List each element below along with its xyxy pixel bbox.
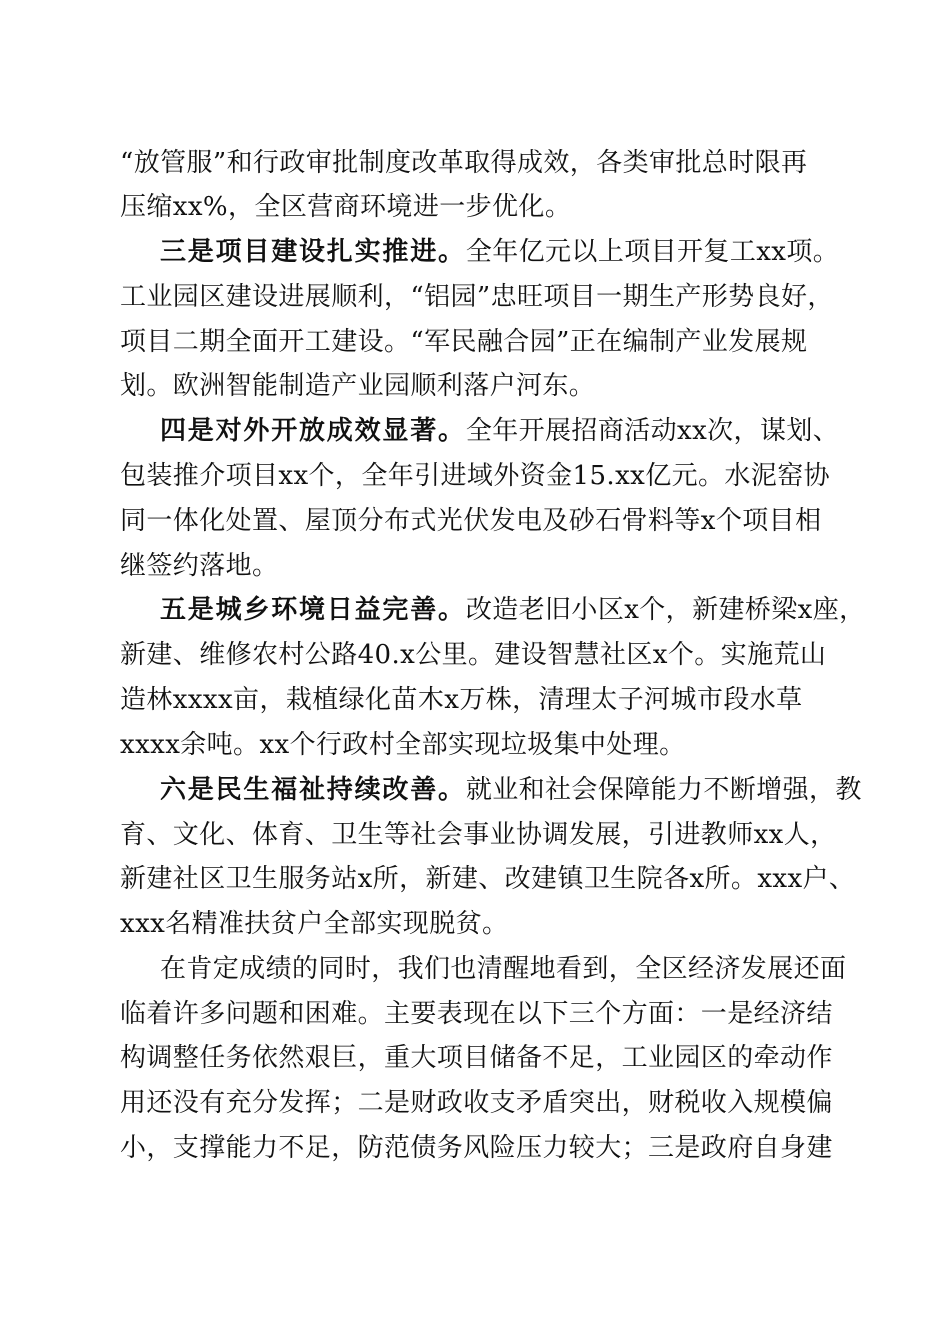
paragraph-line: 临着许多问题和困难。主要表现在以下三个方面：一是经济结 [120,999,833,1029]
paragraph-line: 造林xxxx亩，栽植绿化苗木x万株，清理太子河城市段水草 [120,685,803,715]
paragraph-first-line [160,773,862,807]
paragraph-line: 用还没有充分发挥；二是财政收支矛盾突出，财税收入规模偏 [120,1088,833,1118]
paragraph-line: 构调整任务依然艰巨，重大项目储备不足，工业园区的牵动作 [120,1043,833,1073]
paragraph-line: 项目二期全面开工建设。“军民融合园”正在编制产业发展规 [120,327,808,357]
section-heading: 六是民生福祉持续改善。 [160,775,466,805]
paragraph-line: 包装推介项目xx个，全年引进域外资金15.xx亿元。水泥窑协 [120,461,831,491]
paragraph-text: 全年亿元以上项目开复工xx项。 [465,237,840,267]
paragraph-first-line [160,414,840,448]
section-heading: 三是项目建设扎实推进。 [160,237,466,267]
paragraph-first-line: 在肯定成绩的同时，我们也清醒地看到，全区经济发展还面 [160,954,847,984]
paragraph-text: 改造老旧小区x个，新建桥梁x座， [465,595,866,625]
paragraph-line: 压缩xx%，全区营商环境进一步优化。 [120,192,572,222]
section-heading: 四是对外开放成效显著。 [160,416,466,446]
paragraph-line: 工业园区建设进展顺利，“铝园”忠旺项目一期生产形势良好， [120,282,834,312]
paragraph-line: xxxx余吨。xx个行政村全部实现垃圾集中处理。 [120,730,686,760]
paragraph-line: 继签约落地。 [120,551,279,581]
paragraph-line: 新建、维修农村公路40.x公里。建设智慧社区x个。实施荒山 [120,640,827,670]
paragraph-text: 全年开展招商活动xx次，谋划、 [465,416,840,446]
paragraph-line: 小，支撑能力不足，防范债务风险压力较大；三是政府自身建 [120,1133,833,1163]
paragraph-line: “放管服”和行政审批制度改革取得成效，各类审批总时限再 [120,148,808,178]
paragraph-text: 就业和社会保障能力不断增强，教 [465,775,862,805]
paragraph-first-line [160,593,866,627]
section-heading: 五是城乡环境日益完善。 [160,595,466,625]
paragraph-line: 同一体化处置、屋顶分布式光伏发电及砂石骨料等x个项目相 [120,506,822,536]
paragraph-line: 划。欧洲智能制造产业园顺利落户河东。 [120,371,596,401]
paragraph-line: 育、文化、体育、卫生等社会事业协调发展，引进教师xx人， [120,820,837,850]
paragraph-first-line [160,235,840,269]
paragraph-line: 新建社区卫生服务站x所，新建、改建镇卫生院各x所。xxx户、 [120,864,856,894]
paragraph-line: xxx名精准扶贫户全部实现脱贫。 [120,909,509,939]
